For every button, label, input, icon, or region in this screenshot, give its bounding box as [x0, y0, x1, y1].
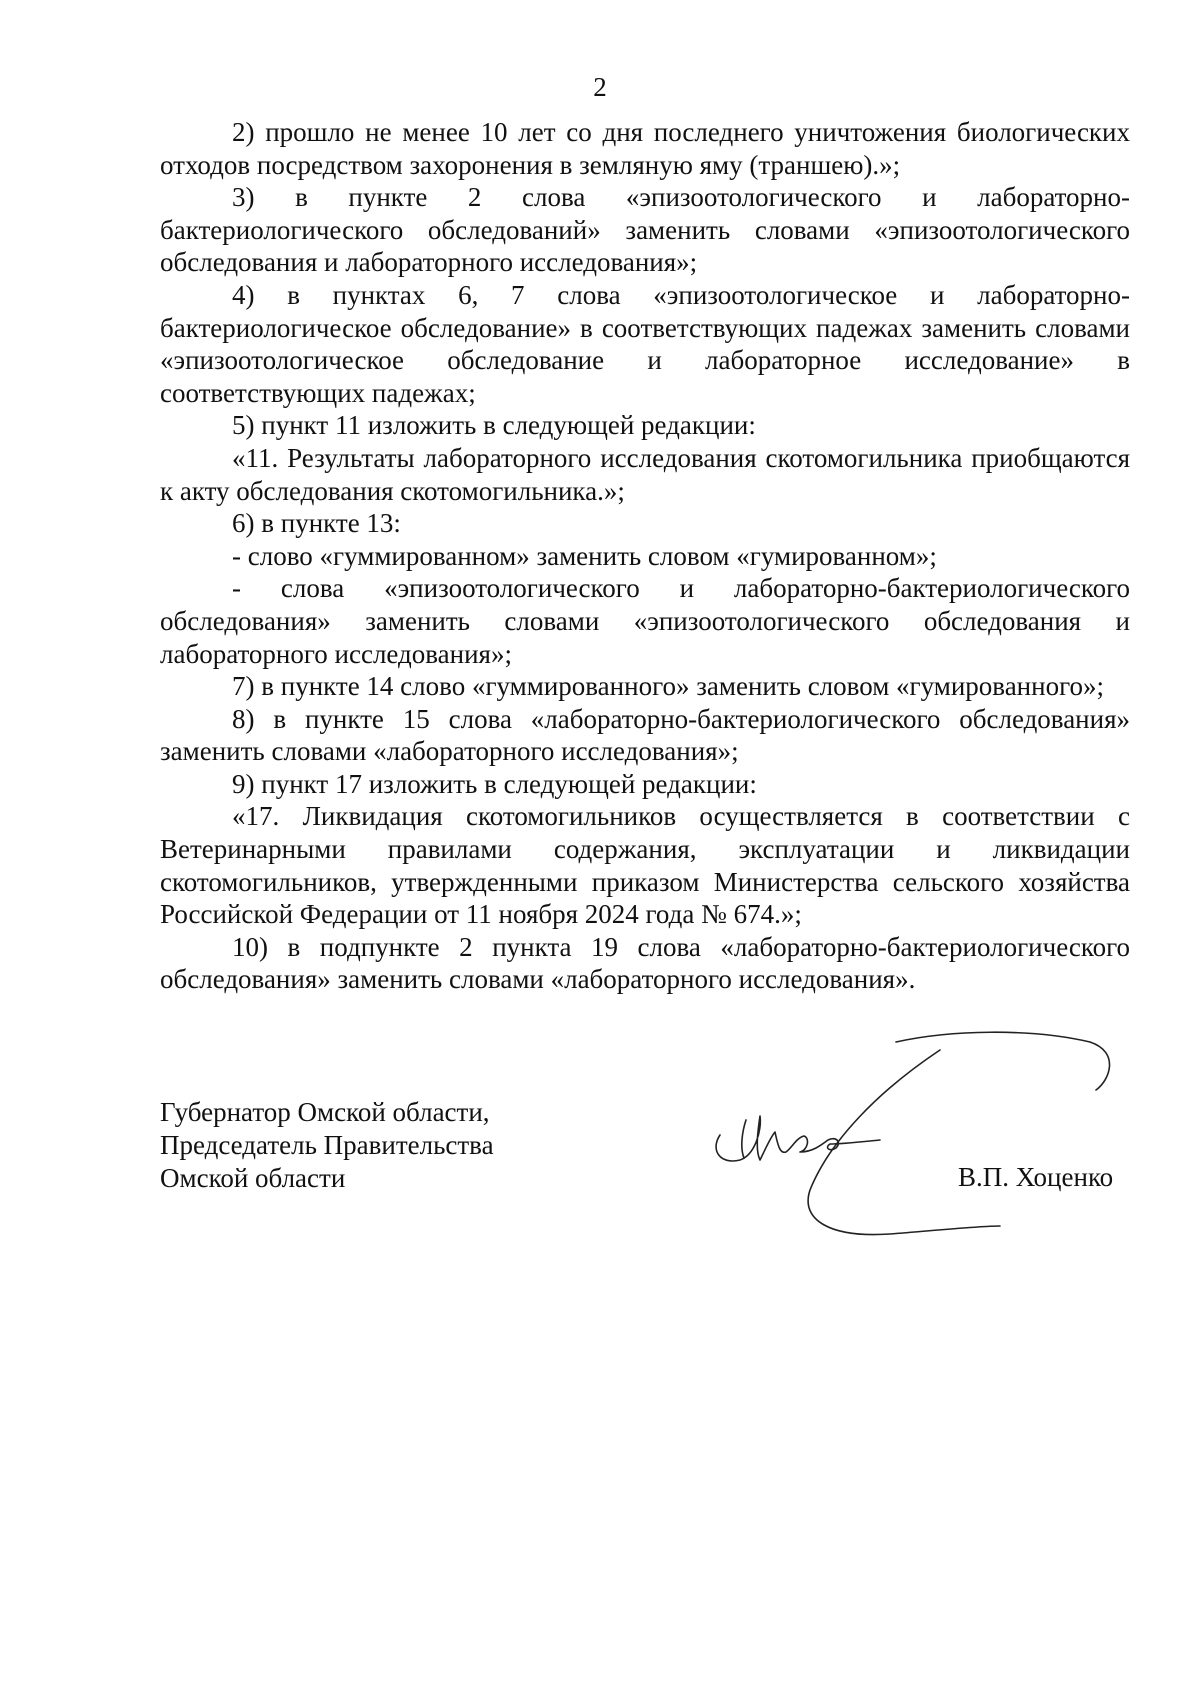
signatory-title-line: Омской области: [160, 1163, 346, 1193]
paragraph-item-5: 5) пункт 11 изложить в следующей редакции:: [232, 410, 756, 441]
document-body: [160, 116, 1130, 996]
signatory-title: [160, 1096, 494, 1195]
paragraph-item-4: 4) в пунктах 6, 7 слова «эпизоотологическое и лабораторно-бактериологическое обследование» в соответствующих падежах заменить словами «эпизоотологическое обследование и лабораторное исследование» в соответствующих падежах;: [160, 279, 1130, 408]
sub-item-dash-1: - слово «гуммированном» заменить словом «гумированном»;: [232, 540, 937, 571]
handwritten-signature: [700, 1020, 1120, 1260]
paragraph-item-7: 7) в пункте 14 слово «гуммированного» заменить словом «гумированного»;: [232, 671, 1104, 702]
quoted-clause-17: «17. Ликвидация скотомогильников осуществляется в соответствии с Ветеринарными правилами содержания, эксплуатации и ликвидации скотомогильников, утвержденными приказом Министерства сельского хозяйства Российской Федерации от 11 ноября 2024 года № 674.»;: [160, 801, 1130, 930]
paragraph-item-2: 2) прошло не менее 10 лет со дня последнего уничтожения биологических отходов посредством захоронения в земляную яму (траншею).»;: [160, 117, 1130, 180]
paragraph-item-8: 8) в пункте 15 слова «лабораторно-бактериологического обследования» заменить словами «лабораторного исследования»;: [160, 703, 1130, 767]
signatory-name: В.П. Хоценко: [958, 1162, 1114, 1192]
page-number: 2: [593, 72, 607, 102]
sub-item-dash-2: - слова «эпизоотологического и лабораторно-бактериологического обследования» заменить словами «эпизоотологического обследования и лабораторного исследования»;: [160, 573, 1130, 669]
paragraph-item-6: 6) в пункте 13:: [232, 508, 401, 539]
quoted-clause-11: «11. Результаты лабораторного исследования скотомогильника приобщаются к акту обследования скотомогильника.»;: [160, 442, 1130, 506]
paragraph-item-3: 3) в пункте 2 слова «эпизоотологического и лабораторно-бактериологического обследований» заменить словами «эпизоотологического обследования и лабораторного исследования»;: [160, 182, 1130, 278]
signatory-title-line: Председатель Правительства: [160, 1130, 494, 1160]
paragraph-item-9: 9) пункт 17 изложить в следующей редакции:: [232, 768, 757, 799]
signatory-title-line: Губернатор Омской области,: [160, 1097, 490, 1127]
paragraph-item-10: 10) в подпункте 2 пункта 19 слова «лабораторно-бактериологического обследования» заменить словами «лабораторного исследования».: [160, 931, 1130, 995]
